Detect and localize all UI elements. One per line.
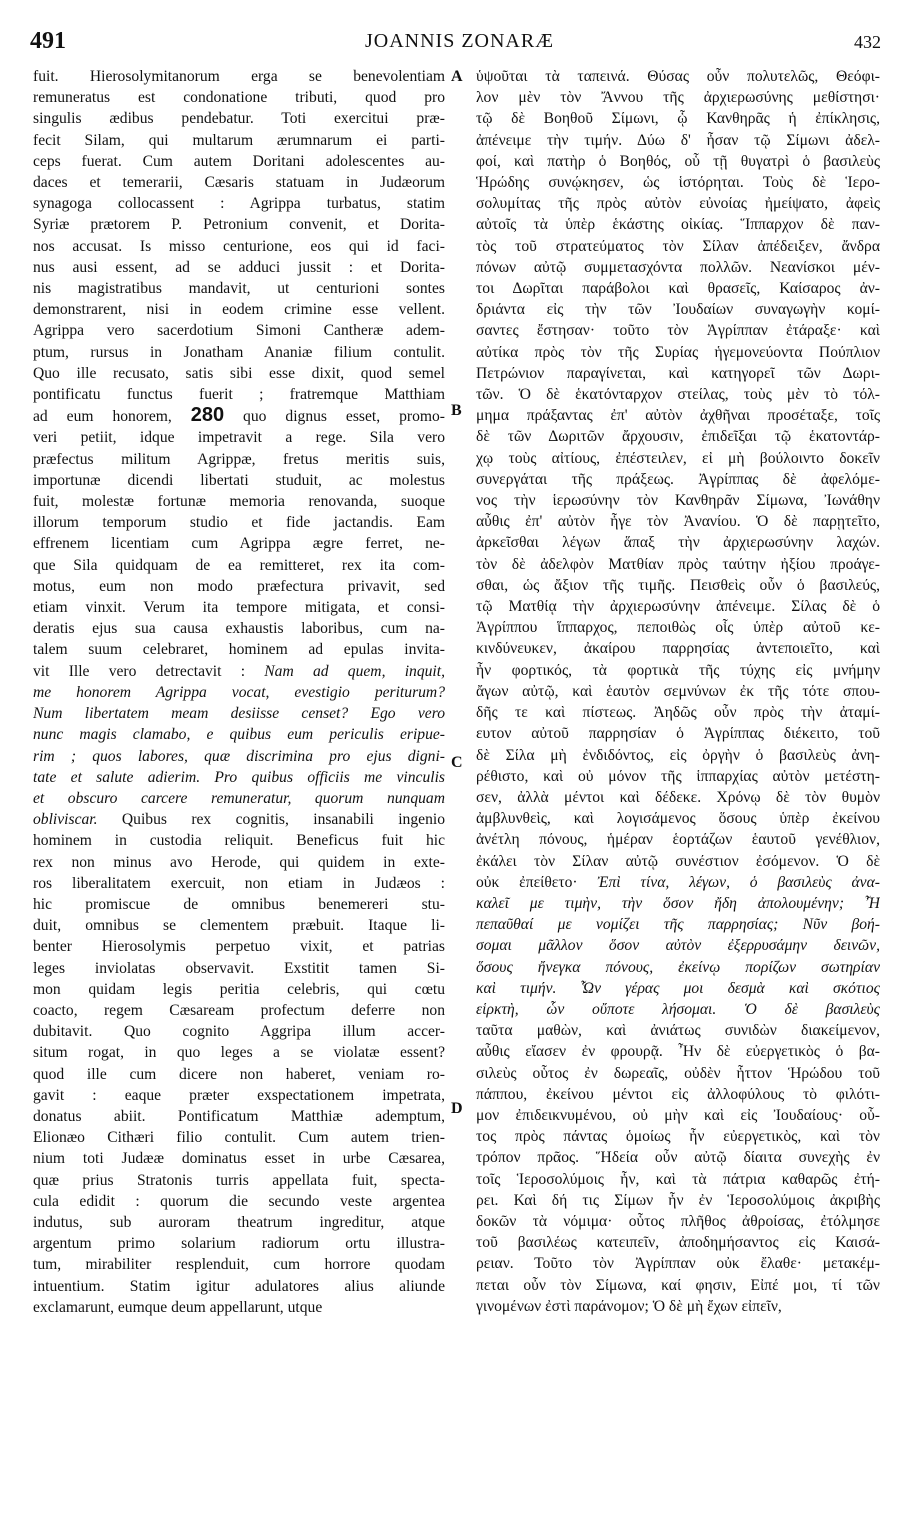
greek-line	[476, 236, 880, 257]
latin-line-text: deratis ejus sua causa exhaustis laboribus, cum na-	[33, 620, 445, 638]
greek-line	[476, 1105, 880, 1126]
latin-line-text: hic promiscue de omnibus benemereri stu-	[33, 895, 445, 913]
latin-line-text: motus, eum non modo præfectura privavit, sed	[33, 577, 445, 595]
latin-line-text: et obscuro carcere remuneratur, quorum nunquam	[33, 789, 445, 807]
latin-line-text: tate et salute adierim. Pro quibus officiis me vinculis	[33, 768, 445, 786]
greek-line-text: τρόπον πρᾶος. Ἥδεία οὖν αὐτῷ δίαιτα συνεχὴς ἐν	[476, 1149, 880, 1167]
greek-line-text: λον μὲν τὸν Ἄννου τῆς ἀρχιερωσύνης μεθίστησι·	[476, 89, 880, 107]
latin-line	[33, 470, 445, 491]
greek-line-text: καὶ τιμήν. Ὧν γέρας μοι δεσμὰ καὶ σκότιος	[476, 979, 880, 997]
greek-line	[476, 214, 880, 235]
greek-line-text: ἄγων αὐτῷ, καὶ ἑαυτὸν σεμνύνων ἐκ τῆς τότε σπου-	[476, 682, 880, 700]
latin-line-text: fuit, molestæ fortunæ memoria renovanda, suoque	[33, 493, 445, 511]
latin-line	[33, 576, 445, 597]
greek-line-text: οὐκ ἐπείθετο·	[476, 873, 598, 891]
latin-line	[33, 1021, 445, 1042]
latin-line-text: mon quidam legis peritia celebris, qui cœtu	[33, 980, 445, 998]
latin-line-text: rex non minus avo Herode, qui quidem in exte-	[33, 853, 445, 871]
latin-line	[33, 130, 445, 151]
latin-line	[33, 405, 445, 427]
greek-line-text: τος πρὸς πάντας ὁμοίως ἦν εὐεργετικὸς, καὶ τὸν	[476, 1128, 880, 1146]
latin-line-text: daces et temerarii, Cæsaris statuam in Judæorum	[33, 174, 445, 192]
latin-line	[33, 788, 445, 809]
greek-line-text: χῳ τοὺς αἰτίους, ἐπέστειλεν, εἰ μὴ βούλοιντο δοκεῖν	[476, 449, 880, 467]
greek-line-text: ἀπένειμε τὴν τιμήν. Δύω δ' ἦσαν τῷ Σίμωνι ἀδελ-	[476, 131, 880, 149]
greek-line	[476, 999, 880, 1020]
latin-line-text: ad eum honorem,	[33, 408, 191, 426]
greek-line	[476, 1041, 880, 1062]
greek-line	[476, 1084, 880, 1105]
latin-line-text: benter Hierosolymis perpetuo vixit, et patrias	[33, 938, 445, 956]
latin-line	[33, 703, 445, 724]
latin-line	[33, 1085, 445, 1106]
latin-line	[33, 214, 445, 235]
latin-line	[33, 1233, 445, 1254]
latin-line	[33, 1212, 445, 1233]
page-number-right: 432	[854, 32, 881, 52]
greek-line	[476, 575, 880, 596]
latin-line	[33, 767, 445, 788]
latin-line	[33, 1064, 445, 1085]
latin-line	[33, 746, 445, 767]
greek-line-text: τοῖς Ἱεροσολύμοις ἦν, καὶ τὰ πάτρια καθαρῶς ἐτή-	[476, 1170, 880, 1188]
greek-line	[476, 766, 880, 787]
latin-line-text: argentum primo solarium radiorum ortu illustra-	[33, 1235, 445, 1253]
greek-line-text: δοκῶν τὰ νόμιμα· οὗτος πλῆθος ἀθροίσας, ἐτόλμησε	[476, 1212, 880, 1230]
latin-line-text: cula edidit : quorum die secundo veste argentea	[33, 1192, 445, 1210]
greek-line-text: ὅσους ἤνεγκα πόνους, ἐκείνῳ πορίζων σωτηρίαν	[476, 958, 880, 976]
latin-line	[33, 873, 445, 894]
latin-line-text: Num libertatem meam desiisse censet? Ego vero	[33, 705, 445, 723]
greek-line	[476, 469, 880, 490]
greek-line-text: αὐτοῖς τὰ ὑπὲρ ἑκάστης οἰκίας. Ἵππαρχον δὲ παν-	[476, 216, 880, 234]
latin-line-text: nos accusat. Is misso centurione, eos qui id faci-	[33, 237, 445, 255]
latin-line-text: que Sila quidquam de ea remitteret, rex ita com-	[33, 556, 445, 574]
greek-line-text: μημα πράξαντας ἐπ' αὐτὸν ἀχθῆναι προσέταξε, τοῖς	[476, 407, 880, 425]
latin-line	[33, 809, 445, 830]
latin-line	[33, 66, 445, 87]
greek-line-text: φοί, καὶ πατὴρ ὁ Βοηθός, οὗ τῇ θυγατρὶ ὁ βασιλεὺς	[476, 152, 880, 170]
greek-line-text: σεν, ἀλλὰ μέντοι καὶ δέδεκε. Χρόνῳ δὲ τὸν θυμὸν	[476, 788, 880, 806]
latin-line	[33, 512, 445, 533]
latin-line-text: duit, omnibus se clementem præbuit. Itaque li-	[33, 917, 445, 935]
latin-quote: Nam ad quem, inquit,	[264, 662, 445, 680]
latin-line	[33, 1106, 445, 1127]
greek-line-text: τοι Δωρῖται παράβολοι καὶ θρασεῖς, Καίσαρος ἀν-	[476, 280, 880, 298]
latin-line-text: fecit Silam, qui multarum ærumnarum ei parti-	[33, 131, 445, 149]
latin-line	[33, 278, 445, 299]
latin-line-text: coacto, regem Cæsaream profectum deferre non	[33, 1001, 445, 1019]
latin-line-text: tum, mirabiliter resplenduit, cum horrore quodam	[33, 1256, 445, 1274]
latin-line-text: singulis ædibus pendebatur. Toti exercitui præ-	[33, 110, 445, 128]
greek-line	[476, 1063, 880, 1084]
greek-line	[476, 1232, 880, 1253]
greek-line	[476, 257, 880, 278]
latin-line-text: ceps fuerat. Cum autem Doritani adolescentes au-	[33, 152, 445, 170]
section-marker-b: B	[451, 402, 462, 419]
greek-line	[476, 320, 880, 341]
greek-line	[476, 66, 880, 87]
greek-line	[476, 448, 880, 469]
latin-line	[33, 87, 445, 108]
latin-line-text: Quo ille recusato, satis sibi esse dixit, quod semel	[33, 364, 445, 382]
greek-line-text: πεται οὖν τὸν Σίμωνα, καί φησιν, Εἰπέ μοι, τί τῶν	[476, 1276, 880, 1294]
greek-line-text: τοῦ βασιλέως κατειπεῖν, ἀποδημήσαντος εἰς Καισά-	[476, 1234, 880, 1252]
latin-line	[33, 639, 445, 660]
latin-line	[33, 151, 445, 172]
latin-line	[33, 1000, 445, 1021]
latin-line-tail: quo dignus esset, promo-	[224, 408, 445, 426]
page-header	[0, 28, 919, 58]
greek-line	[476, 681, 880, 702]
latin-line	[33, 299, 445, 320]
greek-line-text: πεπαῦθαί με νομίζει τῆς παρρησίας; Νῦν βοή-	[476, 916, 880, 934]
latin-line	[33, 491, 445, 512]
greek-line	[476, 957, 880, 978]
latin-line-text: remuneratus est condonatione tributi, quod pro	[33, 89, 445, 107]
greek-line-text: τῷ Ματθίᾳ τὴν ἀρχιερωσύνην ἀπένειμε. Σίλας δὲ ὁ	[476, 598, 880, 616]
latin-line	[33, 363, 445, 384]
latin-line-text: Syriæ prætorem P. Petronium convenit, et Dorita-	[33, 216, 445, 234]
greek-line	[476, 851, 880, 872]
greek-line-text: ἦν φορτικός, τὰ φορτικὰ τῆς τύχης εἰς μνήμην	[476, 661, 880, 679]
greek-line-text: ρει. Καὶ δή τις Σίμων ἦν ἐν Ἱεροσολύμοις ἀκριβὴς	[476, 1191, 880, 1209]
greek-line-text: δὲ τῶν Δωριτῶν ἄρχουσιν, ἐπιδεῖξαι τῷ ἑκατοντάρ-	[476, 428, 880, 446]
greek-line	[476, 342, 880, 363]
greek-line-text: σαντες ἔστησαν· τοῦτο τὸν Ἀγρίππαν ἐτάραξε· καὶ	[476, 322, 880, 340]
latin-line	[33, 958, 445, 979]
greek-line	[476, 893, 880, 914]
greek-line	[476, 702, 880, 723]
greek-line-text: συνεργάται τῆς πράξεως. Ἀγρίππας δὲ ἀφελόμε-	[476, 470, 880, 488]
greek-line-text: νος τὴν ἱερωσύνην τὸν Κανθηρᾶν Σίμωνα, Ἰωνάθην	[476, 492, 880, 510]
section-marker-d: D	[451, 1100, 463, 1117]
greek-line-text: ὑψοῦται τὰ ταπεινά. Θύσας οὖν πολυτελῶς, Θεόφι-	[476, 68, 880, 85]
greek-line	[476, 405, 880, 426]
greek-line-text: μον ἐπιδεικνυμένου, οὐ μὴν καὶ εἰς Ἰουδαίους· οὗ-	[476, 1106, 880, 1124]
latin-line	[33, 1276, 445, 1297]
latin-line-text: ros liberalitatem exercuit, non etiam in Judæos :	[33, 874, 445, 892]
greek-line-text: ευτον αὐτοῦ παρρησίαν ὁ Ἀγρίππας διέκειτο, τοῦ	[476, 725, 880, 743]
latin-line-text: exclamarunt, eumque deum appellarunt, utque	[33, 1298, 323, 1316]
greek-line	[476, 151, 880, 172]
latin-line-text: dubitavit. Quo cognito Aggripa illum accer-	[33, 1023, 445, 1041]
latin-line	[33, 830, 445, 851]
latin-line	[33, 936, 445, 957]
latin-line	[33, 193, 445, 214]
latin-line-text: effrenem licentiam cum Agrippa ægre ferret, ne-	[33, 535, 445, 553]
greek-line	[476, 596, 880, 617]
greek-line	[476, 532, 880, 553]
greek-line-text: αὖθις εἴασεν ἐν φρουρᾷ. Ἦν δὲ εὐεργετικὸς ὁ βα-	[476, 1043, 880, 1061]
greek-line	[476, 130, 880, 151]
latin-line	[33, 894, 445, 915]
greek-line-text: τῷ δὲ Βοηθοῦ Σίμωνι, ᾧ Κανθηρᾶς ἡ ἐπίκλησις,	[476, 110, 880, 128]
latin-line-text: synagoga collocassent : Agrippa turbatus, statim	[33, 195, 445, 213]
latin-line	[33, 1297, 445, 1318]
latin-line	[33, 320, 445, 341]
latin-line-text: obliviscar.	[33, 811, 98, 829]
greek-line-text: τὸν δὲ ἀδελφὸν Ματθίαν πρὸς ταύτην ἠξίου προάγε-	[476, 555, 880, 573]
greek-line	[476, 87, 880, 108]
greek-line-text: Ἡρώδης συνῴκησεν, ὡς ἱστόρηται. Τοὺς δὲ Ἱερο-	[476, 174, 880, 192]
latin-line-text: præfectus militum Agrippæ, fretus meritis suis,	[33, 450, 445, 468]
latin-line	[33, 1191, 445, 1212]
greek-line-text: τῶν. Ὁ δὲ ἑκατόνταρχον στείλας, τοὺς μὲν τὸ τόλ-	[476, 386, 880, 404]
latin-line-text: vit Ille vero detrectavit :	[33, 662, 265, 680]
greek-line-text: Ἀγρίππου ἵππαρχος, πεποιθὼς οἷς ὑπὲρ αὐτοῦ κε-	[476, 619, 880, 637]
latin-line	[33, 979, 445, 1000]
latin-line	[33, 915, 445, 936]
greek-line	[476, 490, 880, 511]
greek-line-text: ἀρκεῖσθαι λέγων ἅπαξ τὴν ἀρχιερωσύνην λαχών.	[476, 534, 880, 552]
greek-line	[476, 172, 880, 193]
latin-line	[33, 236, 445, 257]
latin-line	[33, 555, 445, 576]
latin-line	[33, 1127, 445, 1148]
latin-line	[33, 1170, 445, 1191]
greek-line	[476, 829, 880, 850]
latin-line	[33, 661, 445, 682]
greek-line	[476, 554, 880, 575]
greek-line	[476, 1296, 880, 1317]
latin-line-text: quæ prius Stratonis turris appellata fuit, specta-	[33, 1171, 445, 1189]
greek-line	[476, 299, 880, 320]
greek-line	[476, 278, 880, 299]
latin-line-text: illorum temporum studio et fide jactandis. Eam	[33, 514, 445, 532]
greek-line	[476, 384, 880, 405]
latin-line-text: rim ; quos labores, quæ discrimina pro ejus digni-	[33, 747, 445, 765]
latin-line-text: pontificatu functus fuerit ; fratremque Matthiam	[33, 386, 445, 404]
latin-line-text: Agrippa vero sacerdotium Simoni Cantheræ adem-	[33, 322, 445, 340]
greek-line	[476, 1126, 880, 1147]
latin-line-text: ptum, rursus in Jonatham Ananiæ filium contulit.	[33, 343, 445, 361]
latin-line	[33, 449, 445, 470]
greek-line	[476, 1190, 880, 1211]
latin-line-text: fuit. Hierosolymitanorum erga se benevolentiam	[33, 68, 445, 85]
greek-line-text: ἀμβλυνθεὶς, καὶ λογισάμενος ὅσους ὑπὲρ ἐκείνου	[476, 810, 880, 828]
latin-line	[33, 597, 445, 618]
greek-line-text: ρέθιστο, καὶ οὐ μόνον τῆς ἱππαρχίας αὐτὸν μετέστη-	[476, 767, 880, 785]
greek-line-text: ρειαν. Τοῦτο τὸν Ἀγρίππαν οὐκ ἔλαθε· μετακέμ-	[476, 1255, 880, 1273]
latin-line	[33, 172, 445, 193]
latin-column	[33, 66, 445, 1318]
section-marker-a: A	[451, 68, 463, 85]
latin-line	[33, 533, 445, 554]
greek-line	[476, 363, 880, 384]
greek-line-text: ταῦτα μαθὼν, καὶ ἀνιάτως συνιδὼν διακείμενον,	[476, 1022, 880, 1040]
greek-line-text: πάππου, ἐκείνου μέντοι εἰς ἀλλοφύλους τὸ φιλότι-	[476, 1085, 880, 1103]
greek-line	[476, 914, 880, 935]
greek-line-text: εἱρκτὴ, ὧν οὔποτε λήσομαι. Ὁ δὲ βασιλεὺς	[476, 1000, 880, 1018]
greek-line-text: καλεῖ με τιμὴν, τὴν ὅσον ἤδη ἀπολουμένην; Ἦ	[476, 894, 880, 912]
latin-line	[33, 342, 445, 363]
latin-line	[33, 682, 445, 703]
greek-line	[476, 1169, 880, 1190]
latin-line	[33, 1254, 445, 1275]
latin-line	[33, 852, 445, 873]
latin-line	[33, 1148, 445, 1169]
section-marker-c: C	[451, 754, 463, 771]
greek-line-text: σιλεὺς οὗτος ἐν δωρεαῖς, οὐδὲν ἧττον Ἡρώδου τοῦ	[476, 1064, 880, 1082]
latin-line-text: quod ille cum dicere non haberet, veniam ro-	[33, 1065, 445, 1083]
latin-line-text: hominem in custodia reliquit. Beneficus fuit hic	[33, 832, 445, 850]
latin-line	[33, 724, 445, 745]
margin-number: 280	[190, 405, 225, 427]
greek-line-text: δριάντα εἰς τὴν τῶν Ἰουδαίων συναγωγὴν κομί-	[476, 301, 880, 319]
greek-line	[476, 808, 880, 829]
latin-line-text: intuentium. Statim igitur adulatores alius aliunde	[33, 1277, 445, 1295]
greek-line-text: γινομένων ἐστὶ παράνομον; Ὁ δὲ μὴ ἔχων εἰπεῖν,	[476, 1297, 782, 1315]
greek-line	[476, 872, 880, 893]
greek-line-text: σομαι μᾶλλον ὅσον αὐτὸν ἐξερρυσάμην δεινῶν,	[476, 937, 880, 955]
greek-line	[476, 935, 880, 956]
latin-line	[33, 618, 445, 639]
greek-line-text: σθαι, ὡς ἄξιον τῆς τιμῆς. Πεισθεὶς οὖν ὁ βασιλεύς,	[476, 576, 880, 594]
greek-line-text: ἀνέτλη πόνους, ἡμέραν ἑορτάζων ἑαυτοῦ γενέθλιον,	[476, 831, 880, 849]
greek-line	[476, 1275, 880, 1296]
greek-line	[476, 723, 880, 744]
greek-line	[476, 638, 880, 659]
latin-line-text: veri petiit, idque impetravit a rege. Sila vero	[33, 429, 445, 447]
latin-line-text: nus ausi essent, ad se adduci jussit : et Dorita-	[33, 258, 445, 276]
latin-line-text: situm rogat, in quo leges a se violatæ essent?	[33, 1044, 445, 1062]
page-number-left: 491	[30, 28, 66, 54]
greek-line	[476, 426, 880, 447]
greek-line	[476, 978, 880, 999]
latin-line-text: nis magistratibus mandavit, ut centurioni sontes	[33, 280, 445, 298]
greek-line-text: τὸς τοῦ στρατεύματος τὸν Σίλαν ἀπέδειξεν, ἄνδρα	[476, 237, 880, 255]
latin-line-text: demonstrarent, nisi in eodem crimine esse vellent.	[33, 301, 445, 319]
greek-line-text: αὖθις ἐπ' αὐτὸν ἦγε τὸν Ἀνανίου. Ὁ δὲ παρῃτεῖτο,	[476, 513, 880, 531]
latin-line-text: talem suum celebraret, hominem ad epulas invita-	[33, 641, 445, 659]
greek-line	[476, 108, 880, 129]
latin-line-text: importunæ dicendi libertati studuit, ac molestus	[33, 471, 445, 489]
greek-line	[476, 193, 880, 214]
greek-line	[476, 1253, 880, 1274]
greek-line	[476, 1147, 880, 1168]
greek-line	[476, 1211, 880, 1232]
latin-line-text: gavit : eaque præter exspectationem impetrata,	[33, 1086, 445, 1104]
greek-line	[476, 511, 880, 532]
greek-line	[476, 1020, 880, 1041]
greek-line	[476, 660, 880, 681]
greek-line	[476, 787, 880, 808]
latin-line	[33, 384, 445, 405]
latin-line-text: me honorem Agrippa vocat, evestigio periturum?	[33, 683, 445, 701]
greek-line-text: αὐτίκα πρὸς τὸν τῆς Συρίας ἡγεμονεύοντα Πούπλιον	[476, 343, 880, 361]
running-title: JOANNIS ZONARÆ	[364, 30, 554, 52]
latin-line-text: Elionæo Cithæri filio contulit. Cum autem trien-	[33, 1129, 445, 1147]
latin-line-text: indutus, sub auroram theatrum ingreditur, atque	[33, 1213, 445, 1231]
greek-line-text: σολυμίτας τῆς πρὸς αὐτὸν εὐνοίας ἠμείψατο, ἀφεὶς	[476, 195, 880, 213]
greek-line-text: δὲ Σίλα μὴ ἐνδιδόντος, εἰς ὀργὴν ὁ βασιλεὺς ἀνη-	[476, 746, 880, 764]
latin-line	[33, 427, 445, 448]
latin-line-tail: Quibus rex cognitis, insanabili ingenio	[97, 811, 445, 829]
latin-line	[33, 108, 445, 129]
latin-line-text: donatus abiit. Pontificatum Matthiæ ademptum,	[33, 1107, 445, 1125]
greek-line	[476, 617, 880, 638]
greek-line-text: Πετρώνιον παραγίνεται, καὶ κατηγορεῖ τῶν Δωρι-	[476, 364, 880, 382]
latin-line-text: nium toti Judææ dominatus esset in urbe Cæsarea,	[33, 1150, 445, 1168]
latin-line-text: etiam vinxit. Verum ita tempore mitigata, et consi-	[33, 599, 445, 617]
greek-line-text: πόνων αὐτῷ συμμετασχόντα πολλῶν. Νεανίσκοι μέν-	[476, 258, 880, 276]
greek-line-text: ἐκάλει τὸν Σίλαν αὐτῷ συνέστιον ἐσόμενον. Ὁ δὲ	[476, 852, 880, 870]
greek-line	[476, 745, 880, 766]
latin-line	[33, 1042, 445, 1063]
latin-line-text: nunc magis clamabo, e quibus eum periculis eripue-	[33, 726, 445, 744]
greek-quote: Ἐπὶ τίνα, λέγων, ὁ βασιλεὺς ἀνα-	[597, 873, 880, 891]
greek-line-text: κινδύνευκεν, ἀκαίρου παρρησίας ἀντεποιεῖτο, καὶ	[476, 640, 880, 658]
greek-line-text: δῆς τε καὶ πίστεως. Ἀηδῶς οὖν πρὸς τὴν ἀταμί-	[476, 704, 880, 722]
latin-line-text: leges inviolatas observavit. Exstitit tamen Si-	[33, 959, 445, 977]
greek-column	[476, 66, 880, 1317]
latin-line	[33, 257, 445, 278]
